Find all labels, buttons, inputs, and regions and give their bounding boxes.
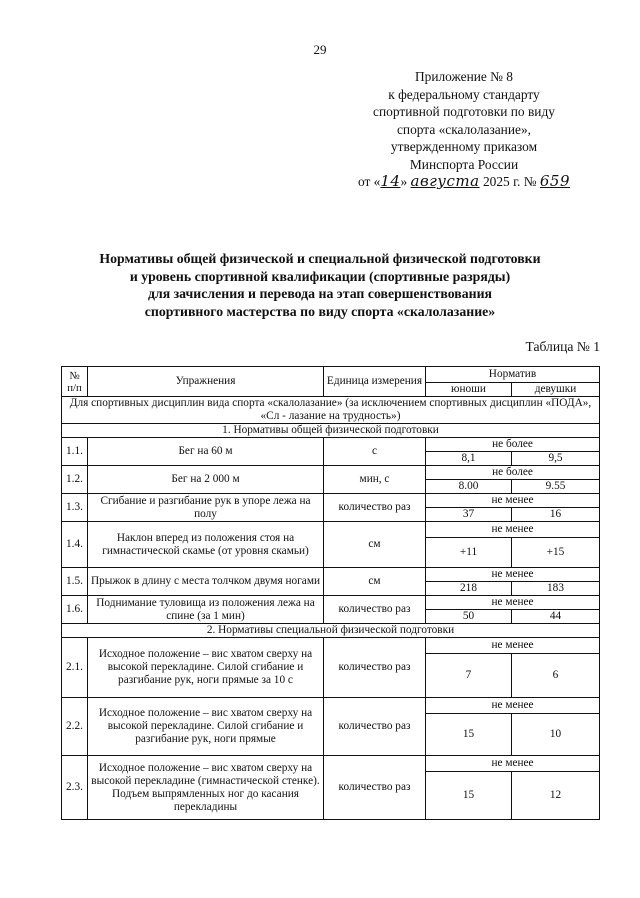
row-boys-value: 8.00 [426,480,512,494]
header-girls: девушки [512,383,600,397]
row-boys-value: 15 [426,714,512,756]
disciplines-note: Для спортивных дисциплин вида спорта «скалолазание» (за исключением спортивных дисциплин «ПОДА», «Сл - лазание на трудность») [62,397,600,424]
row-num: 1.6. [62,596,88,624]
date-month: августа [410,172,480,190]
section-title: 1. Нормативы общей физической подготовки [62,424,600,438]
row-num: 1.1. [62,438,88,466]
row-num: 2.2. [62,698,88,756]
row-girls-value: 16 [512,508,600,522]
row-unit: количество раз [324,494,426,522]
order-date-line [320,173,608,191]
row-num: 1.4. [62,522,88,568]
row-boys-value: 218 [426,582,512,596]
row-girls-value: 9,5 [512,452,600,466]
header-num: № п/п [62,367,88,397]
date-mid: » [400,174,408,189]
row-condition: не более [426,466,600,480]
header-exercise: Упражнения [88,367,324,397]
row-boys-value: 37 [426,508,512,522]
row-unit: количество раз [324,698,426,756]
row-boys-value: +11 [426,538,512,568]
row-num: 2.3. [62,756,88,820]
row-unit: см [324,568,426,596]
page-number: 29 [313,42,327,57]
header-boys: юноши [426,383,512,397]
row-num: 1.2. [62,466,88,494]
header-unit: Единица измерения [324,367,426,397]
header-norm: Норматив [426,367,600,383]
row-girls-value: 6 [512,654,600,698]
row-girls-value: 10 [512,714,600,756]
row-girls-value: +15 [512,538,600,568]
table-label: Таблица № 1 [525,339,600,354]
appendix-line: Приложение № 8 [414,69,514,84]
title-line: спортивного мастерства по виду спорта «скалолазание» [144,303,496,319]
date-day: 14 [380,172,401,190]
appendix-line: утвержденному приказом [390,139,538,154]
row-unit: количество раз [324,756,426,820]
row-condition: не менее [426,638,600,654]
row-girls-value: 12 [512,772,600,820]
date-prefix: от « [357,174,381,189]
appendix-line: к федеральному стандарту [388,86,540,102]
row-num: 2.1. [62,638,88,698]
row-unit: с [324,438,426,466]
row-girls-value: 9.55 [512,480,600,494]
row-exercise: Исходное положение – вис хватом сверху на высокой перекладине. Силой сгибание и разгибание рук, ноги прямые за 10 с [88,638,324,698]
appendix-line: Минспорта России [409,156,519,172]
row-boys-value: 8,1 [426,452,512,466]
order-number: 659 [539,172,571,190]
row-exercise: Наклон вперед из положения стоя на гимнастической скамье (от уровня скамьи) [88,522,324,568]
row-num: 1.5. [62,568,88,596]
date-year: 2025 г. № [482,174,537,189]
row-num: 1.3. [62,494,88,522]
row-exercise: Поднимание туловища из положения лежа на спине (за 1 мин) [88,596,324,624]
row-condition: не более [426,438,600,452]
row-girls-value: 183 [512,582,600,596]
row-boys-value: 50 [426,610,512,624]
row-exercise: Бег на 60 м [88,438,324,466]
row-exercise: Бег на 2 000 м [88,466,324,494]
row-unit: количество раз [324,596,426,624]
appendix-line: спортивной подготовки по виду [373,104,555,119]
title-line: Нормативы общей физической и специальной физической подготовки [99,251,541,266]
appendix-line: спорта «скалолазание», [396,121,531,137]
row-unit: см [324,522,426,568]
row-condition: не менее [426,568,600,582]
norms-table [61,366,600,820]
row-unit: количество раз [324,638,426,698]
row-condition: не менее [426,698,600,714]
row-exercise: Прыжок в длину с места толчком двумя ногами [88,568,324,596]
row-exercise: Сгибание и разгибание рук в упоре лежа на полу [88,494,324,522]
row-boys-value: 15 [426,772,512,820]
row-girls-value: 44 [512,610,600,624]
row-unit: мин, с [324,466,426,494]
section-title: 2. Нормативы специальной физической подготовки [62,624,600,638]
row-exercise: Исходное положение – вис хватом сверху на высокой перекладине (гимнастической стенке). Подъем выпрямленных ног до касания перекладины [88,756,324,820]
row-condition: не менее [426,756,600,772]
row-exercise: Исходное положение – вис хватом сверху на высокой перекладине. Силой сгибание и разгибание рук, ноги прямые [88,698,324,756]
row-condition: не менее [426,596,600,610]
title-line: и уровень спортивной квалификации (спортивные разряды) [129,268,511,284]
appendix-block [320,68,608,191]
row-condition: не менее [426,522,600,538]
title-line: для зачисления и перевода на этап совершенствования [148,286,492,301]
row-condition: не менее [426,494,600,508]
row-boys-value: 7 [426,654,512,698]
document-title [40,250,600,320]
